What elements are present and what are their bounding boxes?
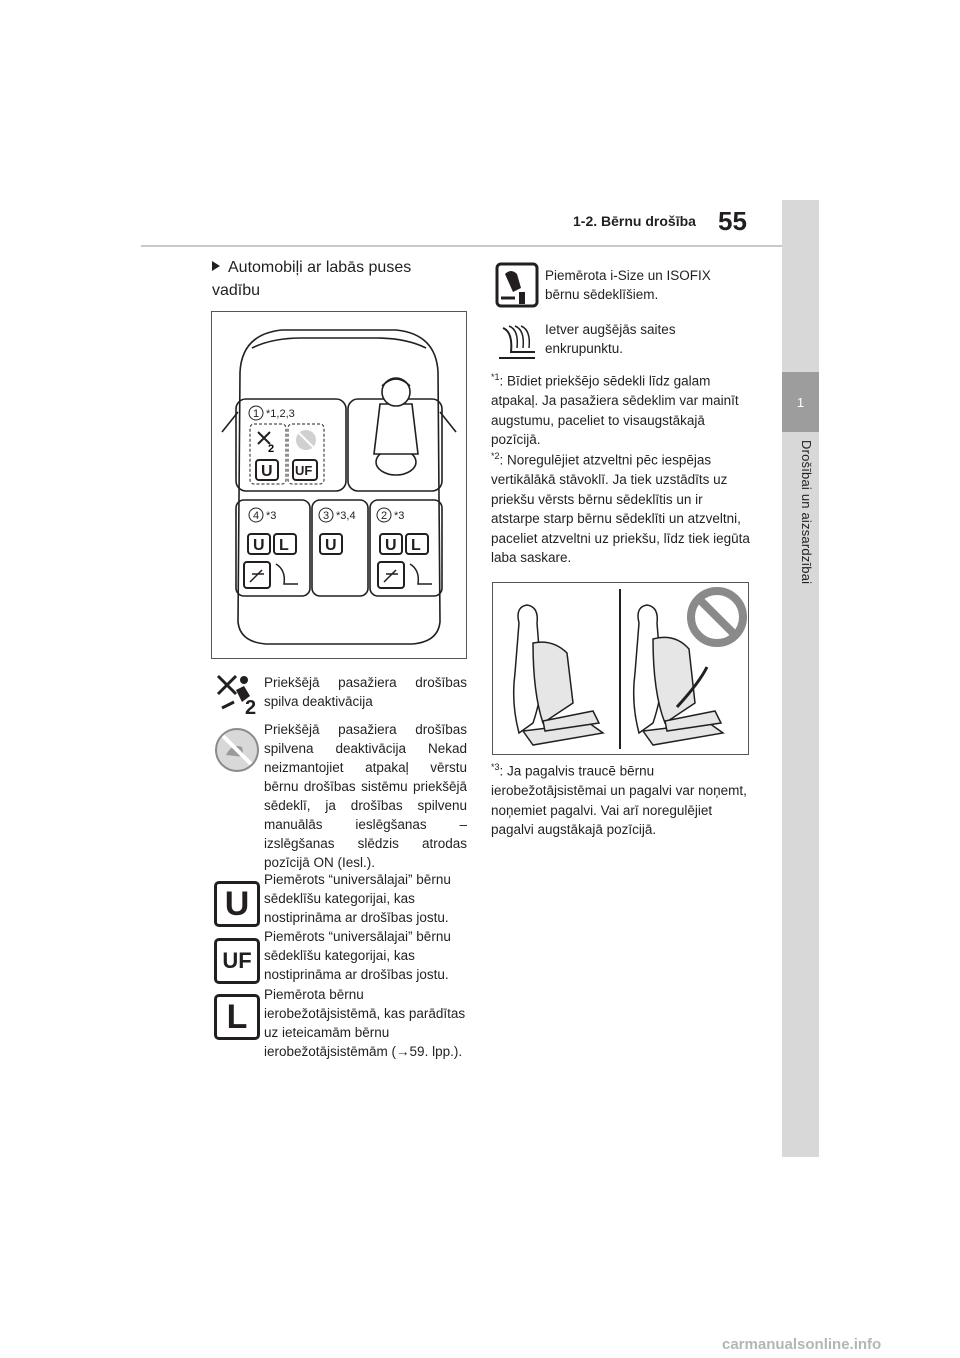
top-tether-icon xyxy=(495,322,539,362)
top-tether-icon xyxy=(410,564,432,584)
legend-u: Piemērots “universālajai” bērnu sēdeklīšu kategorijai, kas nostiprināma ar drošības jostu. xyxy=(264,872,451,925)
no-airbag-icon xyxy=(214,727,260,773)
note-2: $^{*2}$: Noregulējiet atzveltni pēc iespējas vertikālākā stāvoklī. Ja tiek uzstādīts uz priekšu vērsts bērnu sēdeklītis un ir atstarpe starp bērnu sēdeklīti un atzveltni, paceliet atzveltni uz priekšu, līdz tiek iegūta laba saskare. xyxy=(491,451,750,565)
seat-note: *3 xyxy=(266,510,277,522)
u-icon: U xyxy=(261,463,273,480)
header-rule xyxy=(141,245,782,247)
chapter-number: 1 xyxy=(782,372,819,432)
l-icon: L xyxy=(214,994,260,1040)
headrest-illustration xyxy=(492,582,749,755)
subheading: Automobiļi ar labās puses vadību xyxy=(212,259,412,299)
isize-icon xyxy=(495,262,539,308)
seat-note: *3 xyxy=(394,510,405,522)
legend-airbag-never: Priekšējā pasažiera drošības spilvena deaktivācija Nekad neizmantojiet atpakaļ vērstu bērnu drošības sistēmu priekšējā sēdeklī, ja drošības spilvenu manuālās ieslēgšanas – izslēgšanas slēdzis atrodas pozīcijā ON (Iesl.). xyxy=(264,722,467,870)
l-icon: L xyxy=(279,537,289,554)
seat-number: 2 xyxy=(381,510,388,522)
seat-note: *3,4 xyxy=(336,510,356,522)
u-icon: U xyxy=(325,537,337,554)
legend-l: Piemērota bērnu ierobežotājsistēmā, kas parādītas uz ieteicamām bērnu ierobežotājsistēmām (→59. lpp.). xyxy=(264,987,466,1059)
u-icon: U xyxy=(385,537,397,554)
seat-diagram xyxy=(211,311,467,659)
page-number: 55 xyxy=(718,206,747,236)
triangle-bullet-icon xyxy=(212,261,220,271)
seat-number: 4 xyxy=(253,510,260,522)
no-airbag-icon xyxy=(296,430,316,450)
legend-uf: Piemērots “universālajai” bērnu sēdeklīšu kategorijai, kas nostiprināma ar drošības jostu. xyxy=(264,929,451,982)
seat-number: 1 xyxy=(253,408,260,420)
svg-text:2: 2 xyxy=(245,697,257,716)
car-seat-layout-illustration xyxy=(212,312,466,658)
legend-isize: Piemērota i-Size un ISOFIX bērnu sēdeklīšiem. xyxy=(545,268,711,302)
note-1: $^{*1}$: Bīdiet priekšējo sēdekli līdz galam atpakaļ. Ja pasažiera sēdeklim var mainīt augstumu, paceliet to visaugstākajā pozīcijā. xyxy=(491,372,739,447)
section-title: 1-2. Bērnu drošība xyxy=(573,213,696,229)
legend-airbag-deactivated: Priekšējā pasažiera drošības spilva deaktivācija xyxy=(264,675,467,709)
watermark: carmanualsonline.info xyxy=(722,1336,882,1353)
note-3: $^{*3}$: Ja pagalvis traucē bērnu ierobežotājsistēmai un pagalvi var noņemt, noņemiet pagalvi. Vai arī noregulējiet pagalvi augstākajā pozīcijā. xyxy=(491,762,747,837)
chapter-sidebar xyxy=(782,200,819,1157)
seat-note: *1,2,3 xyxy=(266,408,295,420)
u-icon: U xyxy=(253,537,265,554)
chapter-title: Drošībai un aizsardzībai xyxy=(799,440,814,585)
uf-icon: UF xyxy=(214,938,260,984)
svg-text:2: 2 xyxy=(268,443,275,455)
u-icon: U xyxy=(214,881,260,927)
airbag-off-icon xyxy=(214,672,260,716)
seat-number: 3 xyxy=(323,510,330,522)
uf-icon: UF xyxy=(295,463,313,478)
top-tether-icon xyxy=(276,564,298,584)
airbag-off-icon xyxy=(258,432,274,455)
l-icon: L xyxy=(411,537,421,554)
legend-tether: Ietver augšējās saites enkrupunktu. xyxy=(545,322,676,356)
